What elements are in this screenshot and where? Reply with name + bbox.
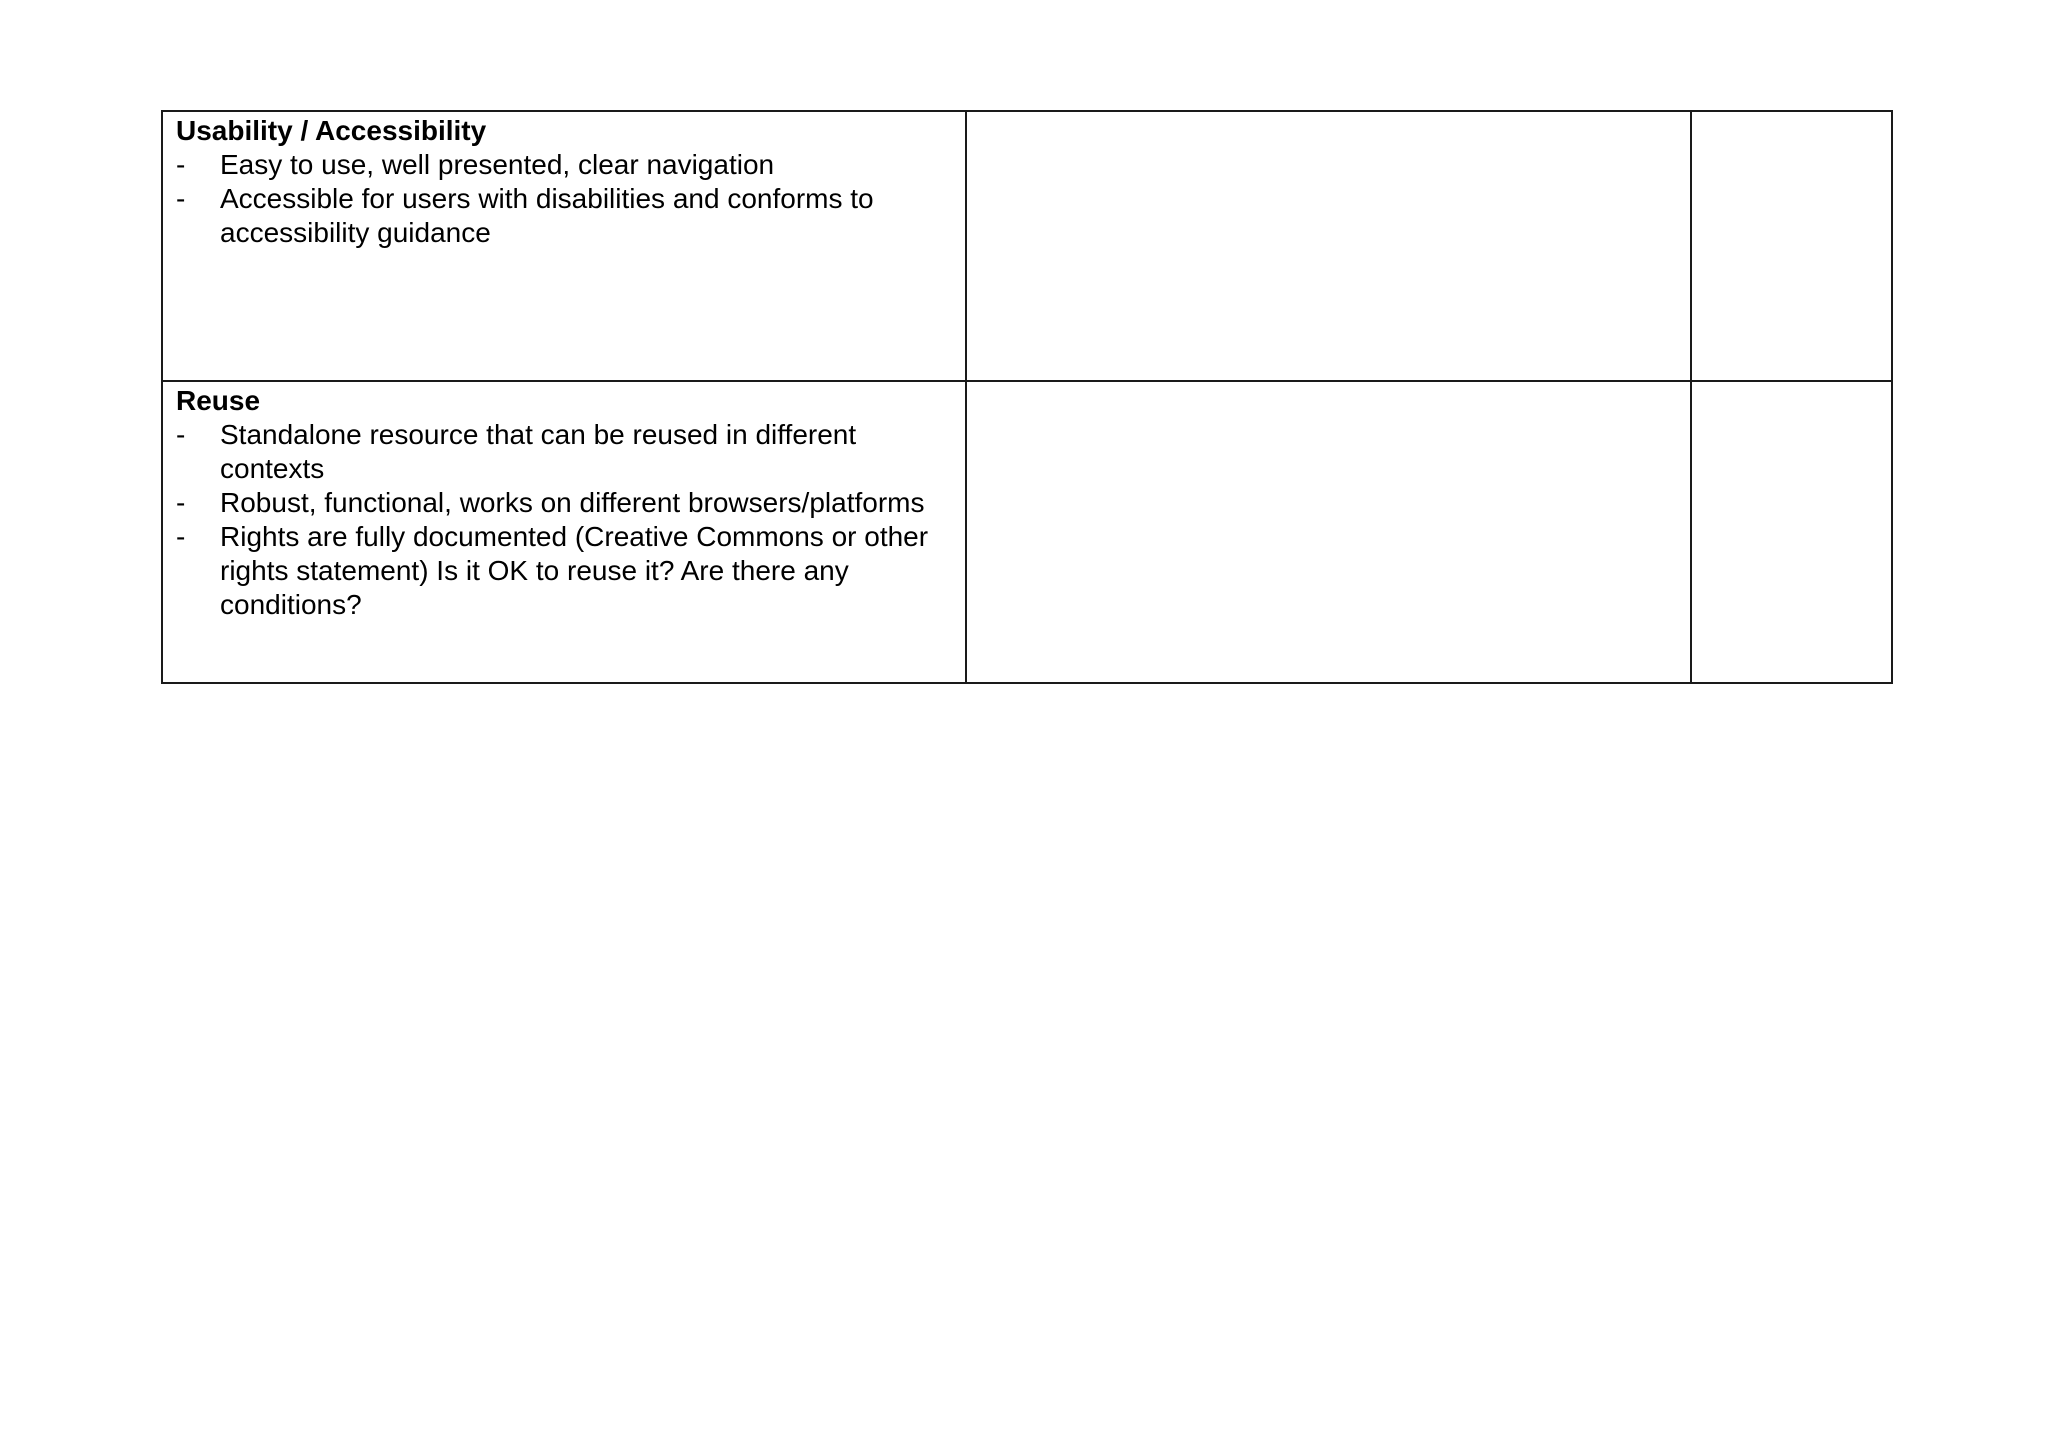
criteria-table — [161, 110, 1893, 684]
score-cell[interactable] — [1691, 381, 1892, 683]
bullet-dash: - — [176, 521, 186, 552]
list-item-text: Accessible for users with disabilities and conforms to accessibility guidance — [220, 183, 874, 248]
criteria-heading: Reuse — [176, 385, 261, 416]
list-item — [176, 418, 953, 486]
list-item — [176, 520, 953, 622]
criteria-cell — [162, 111, 966, 381]
list-item-text: Standalone resource that can be reused in different contexts — [220, 419, 857, 484]
comments-cell[interactable] — [966, 111, 1691, 381]
comments-cell[interactable] — [966, 381, 1691, 683]
bullet-dash: - — [176, 419, 186, 450]
score-cell[interactable] — [1691, 111, 1892, 381]
list-item — [176, 486, 953, 520]
criteria-list — [176, 148, 953, 250]
list-item — [176, 148, 953, 182]
table-row-reuse — [162, 381, 1892, 683]
bullet-dash: - — [176, 487, 186, 518]
list-item-text: Robust, functional, works on different browsers/platforms — [220, 487, 925, 518]
table-row-usability — [162, 111, 1892, 381]
list-item — [176, 182, 953, 250]
list-item-text: Rights are fully documented (Creative Commons or other rights statement) Is it OK to reuse it? Are there any conditions? — [220, 521, 929, 620]
bullet-dash: - — [176, 149, 186, 180]
criteria-cell — [162, 381, 966, 683]
criteria-list — [176, 418, 953, 622]
bullet-dash: - — [176, 183, 186, 214]
criteria-heading: Usability / Accessibility — [176, 115, 487, 146]
list-item-text: Easy to use, well presented, clear navigation — [220, 149, 775, 180]
